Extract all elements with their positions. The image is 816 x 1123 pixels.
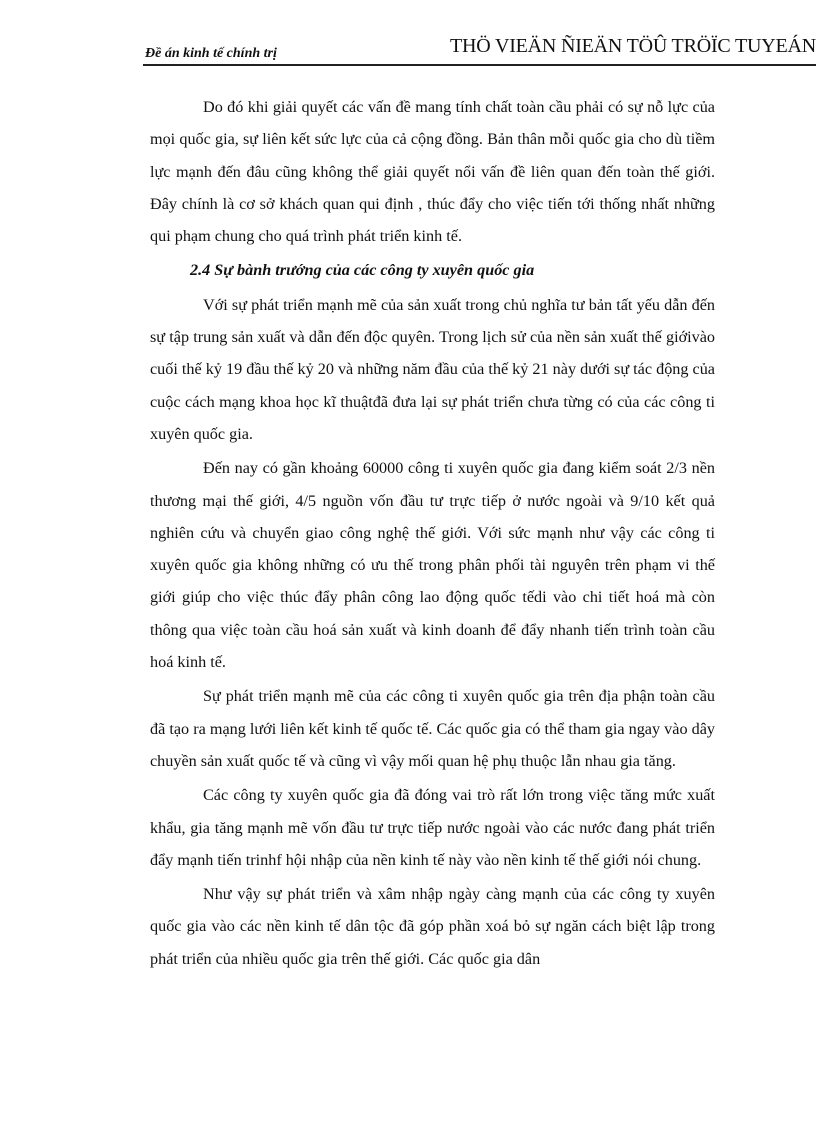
paragraph-4: Sự phát triển mạnh mẽ của các công ti xuyên quốc gia trên địa phận toàn cầu đã tạo ra mạng lưới liên kết kinh tế quốc tế. Các quốc gia có thể tham gia ngay vào dây chuyền sản xuất quốc tế và cũng vì vậy mối quan hệ phụ thuộc lẫn nhau gia tăng. [150,687,715,770]
section-heading: 2.4 Sự bành trướng của các công ty xuyên quốc gia [190,261,535,280]
header-divider [143,64,816,66]
paragraph-1: Do đó khi giải quyết các vấn đề mang tính chất toàn cầu phải có sự nỗ lực của mọi quốc gia, sự liên kết sức lực của cả cộng đồng. Bản thân mỗi quốc gia cho dù tiềm lực mạnh đến đâu cũng không thể giải quyết nổi vấn đề liên quan đến toàn thế giới. Đây chính là cơ sở khách quan qui định , thúc đẩy cho việc tiến tới thống nhất những qui phạm chung cho quá trình phát triển kinh tế. [150,98,715,246]
page-header [143,28,816,66]
paragraph-6: Như vậy sự phát triển và xâm nhập ngày càng mạnh của các công ty xuyên quốc gia vào các nền kinh tế dân tộc đã góp phần xoá bỏ sự ngăn cách biệt lập trong phát triển của nhiều quốc gia trên thế giới. Các quốc gia dân [150,885,715,968]
header-document-title: Đề án kinh tế chính trị [145,46,277,61]
header-library-name: THÖ VIEÄN ÑIEÄN TÖÛ TRÖÏC TUYEÁN [450,35,816,57]
paragraph-3: Đến nay có gần khoảng 60000 công ti xuyên quốc gia đang kiểm soát 2/3 nền thương mại thế giới, 4/5 nguồn vốn đầu tư trực tiếp ở nước ngoài và 9/10 kết quả nghiên cứu và chuyển giao công nghệ thế giới. Với sức mạnh như vậy các công ti xuyên quốc gia không những có ưu thế trong phân phối tài nguyên trên phạm vi thế giới giúp cho việc thúc đẩy phân công lao động quốc tếdi vào chi tiết hoá mà còn thông qua việc toàn cầu hoá sản xuất và kinh doanh để đẩy nhanh tiến trình toàn cầu hoá kinh tế. [150,459,715,672]
paragraph-2: Với sự phát triển mạnh mẽ của sản xuất trong chủ nghĩa tư bản tất yếu dẫn đến sự tập trung sản xuất và dẫn đến độc quyên. Trong lịch sử của nền sản xuất thế giớivào cuối thế kỷ 19 đầu thế kỷ 20 và những năm đầu của thế kỷ 21 này dưới sự tác động của cuộc cách mạng khoa học kĩ thuậtđã đưa lại sự phát triển chưa từng có của các công ti xuyên quốc gia. [150,295,715,443]
paragraph-5: Các công ty xuyên quốc gia đã đóng vai trò rất lớn trong việc tăng mức xuất khẩu, gia tăng mạnh mẽ vốn đầu tư trực tiếp nước ngoài vào các nước đang phát triển đẩy mạnh tiến trinhf hội nhập của nền kinh tế này vào nền kinh tế thế giới nói chung. [150,786,715,869]
document-body [150,91,715,977]
